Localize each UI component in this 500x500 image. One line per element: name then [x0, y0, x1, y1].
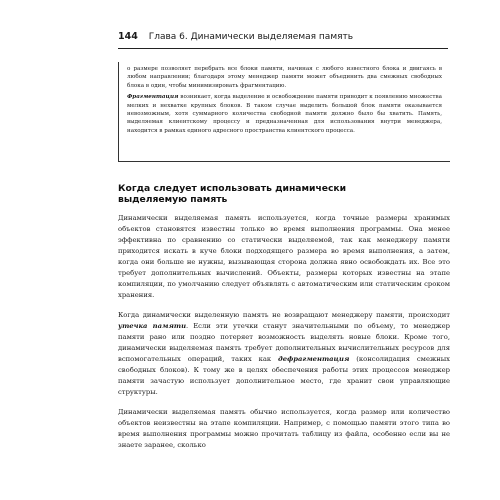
chapter-title: Глава 6. Динамически выделяемая память: [148, 32, 354, 42]
term-defragmentation: дефрагментация: [278, 355, 350, 363]
note-paragraph-1: о размере позволяет перебрать все блоки памяти, начиная с любого известного блока и двигаясь в любом направлении; благодаря этому менеджер памяти может объединить два смежных свободных блока в один, чтобы минимизировать фрагментацию.: [127, 66, 442, 89]
section-heading-line-1: Когда следует использовать динамически: [118, 183, 347, 194]
running-header: [118, 30, 448, 44]
body-paragraph-2-part-b: . Если эти утечки станут значительными по объему, то менеджер памяти рано или поздно потеряет возможность выделять новые блоки. Кроме того, динамически выделяемая память требует дополнительных вычислительных ресурсов для вспомогательных операций, таких как: [118, 322, 450, 363]
term-memory-leak: утечка памяти: [118, 322, 187, 330]
body-paragraph-2: [118, 310, 450, 398]
body-paragraph-1: Динамически выделяемая память используется, когда точные размеры хранимых объектов становятся известны только во время выполнения программы. Она менее эффективна по сравнению со статически выделяемой, так как менеджеру памяти приходится искать в куче блоки подходящего размера во время выполнения, а затем, когда они больше не нужны, вызывающая сторона должна явно освобождать их. Все это требует дополнительных вычислений. Объекты, размеры которых известны на этапе компиляции, по умолчанию следует объявлять с автоматическим или статическим сроком хранения.: [118, 214, 450, 299]
body-paragraph-2-part-a: Когда динамически выделенную память не возвращают менеджеру памяти, происходит: [118, 311, 450, 319]
note-term-fragmentation: Фрагментация: [127, 94, 179, 101]
section-heading: [118, 183, 448, 205]
note-paragraph-2: [127, 93, 442, 135]
body-paragraph-2-part-c: (консолидация смежных свободных блоков). К тому же в целях обеспечения работы этих процессов менеджер памяти зачастую использует дополнительное место, где хранит свои управляющие структуры.: [118, 355, 450, 396]
page-number: 144: [118, 31, 138, 42]
note-paragraph-2-text: возникает, когда выделение и освобождение памяти приводит к появлению множества мелких и нехватке крупных блоков. В таком случае выделить большой блок памяти оказывается невозможным, хотя суммарного количества свободной памяти должно было бы хватить. Память, выделяемая клиентскому процессу и предназначенная для использования внутри менеджера, находится в рамках единого адресного пространства клиентского процесса.: [127, 94, 442, 134]
body-text: [118, 213, 450, 460]
section-heading-line-2: выделяемую память: [118, 194, 228, 205]
header-rule: [118, 48, 448, 49]
body-paragraph-3: Динамически выделяемая память обычно используется, когда размер или количество объектов неизвестны на этапе компиляции. Например, с помощью памяти этого типа во время выполнения программы можно прочитать таблицу из файла, особенно если вы не знаете заранее, сколько: [118, 408, 450, 449]
note-box: [118, 62, 450, 162]
